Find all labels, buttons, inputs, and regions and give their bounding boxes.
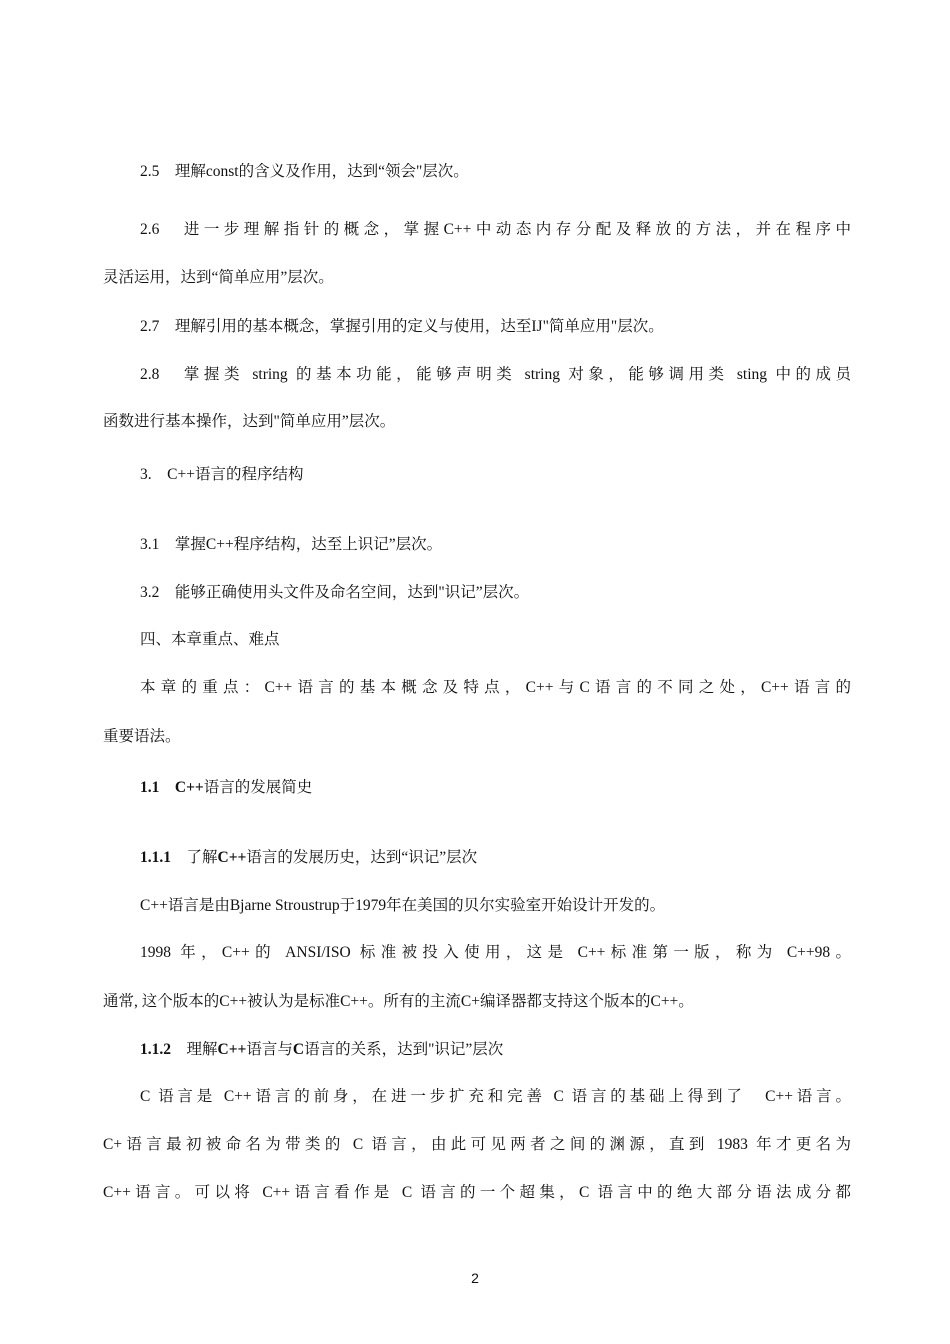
paragraph-2-line1: 1998 年，C++的 ANSI/ISO 标准被投入使用，这是 C++标准第一版，称为 C++98。 [140, 944, 851, 961]
item-2-8-line1: 2.8 掌握类 string 的基本功能，能够声明类 string 对象，能够调用类 sting 中的成员 [140, 366, 851, 383]
heading-1-1-1-number: 1.1.1 [140, 849, 171, 866]
heading-1-1-2-cpp: C++ [217, 1041, 247, 1058]
heading-1-1 [140, 777, 851, 799]
heading-1-1-2-prefix: 理解 [171, 1041, 218, 1058]
heading-1-1-1-text: 语言的发展历史，达到“识记”层次 [246, 849, 478, 866]
heading-1-1-2-number: 1.1.2 [140, 1041, 171, 1058]
heading-1-1-text: 语言的发展简史 [203, 779, 313, 796]
item-2-6-line1: 2.6 进一步理解指针的概念，掌握C++中动态内存分配及释放的方法，并在程序中 [140, 221, 851, 238]
heading-1-1-2-text: 语言的关系，达到"识记”层次 [304, 1041, 504, 1058]
page-number: 2 [471, 1270, 479, 1286]
item-3-2: 3.2 能够正确使用头文件及命名空间，达到"识记”层次。 [140, 584, 530, 601]
paragraph-1: C++语言是由Bjarne Stroustrup于1979年在美国的贝尔实验室开始设计开发的。 [140, 897, 666, 914]
heading-1-1-2-c: C [292, 1041, 305, 1058]
section-4-heading: 四、本章重点、难点 [140, 631, 280, 648]
focus-line2: 重要语法。 [103, 728, 181, 745]
item-2-8-line2: 函数进行基本操作，达到"简单应用”层次。 [103, 413, 396, 430]
paragraph-3-line1: C 语言是 C++语言的前身，在进一步扩充和完善 C 语言的基础上得到了 C++语言。 [140, 1088, 851, 1105]
heading-1-1-1 [140, 847, 851, 869]
heading-1-1-2 [140, 1039, 851, 1061]
paragraph-3-line3: C++语言。可以将 C++语言看作是 C 语言的一个超集，C 语言中的绝大部分语法成分都 [103, 1184, 851, 1201]
heading-1-1-1-cpp: C++ [217, 849, 247, 866]
section-3-heading: 3. C++语言的程序结构 [140, 466, 304, 483]
item-3-1: 3.1 掌握C++程序结构，达至上识记”层次。 [140, 536, 443, 553]
focus-line1: 本章的重点：C++语言的基本概念及特点，C++与C语言的不同之处，C++语言的 [140, 679, 851, 696]
heading-1-1-1-prefix: 了解 [171, 849, 218, 866]
item-2-5: 2.5 理解const的含义及作用，达到“领会"层次。 [140, 163, 469, 180]
heading-1-1-number: 1.1 C++ [140, 779, 204, 796]
item-2-6-line2: 灵活运用，达到“简单应用”层次。 [103, 269, 334, 286]
paragraph-3-line2: C+语言最初被命名为带类的 C 语言，由此可见两者之间的渊源，直到 1983 年才更名为 [103, 1136, 851, 1153]
heading-1-1-2-mid: 语言与 [246, 1041, 293, 1058]
item-2-7: 2.7 理解引用的基本概念，掌握引用的定义与使用，达至IJ"简单应用"层次。 [140, 318, 664, 335]
paragraph-2-line2: 通常, 这个版本的C++被认为是标准C++。所有的主流C+编译器都支持这个版本的C++。 [103, 993, 694, 1010]
